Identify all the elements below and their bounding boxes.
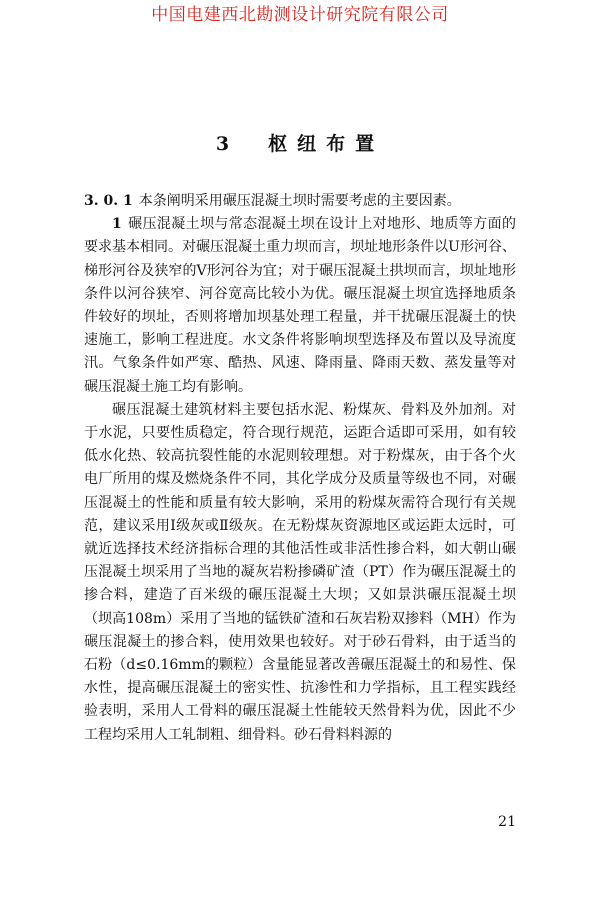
item-paragraph — [84, 213, 516, 399]
clause-intro-text: 本条阐明采用碾压混凝土坝时需要考虑的主要因素。 — [138, 193, 461, 209]
clause-number: 3. 0. 1 — [84, 193, 133, 209]
document-body — [84, 190, 516, 747]
item-text: 碾压混凝土坝与常态混凝土坝在设计上对地形、地质等方面的要求基本相同。对碾压混凝土重力坝而言，坝址地形条件以U形河谷、梯形河谷及狭窄的V形河谷为宜；对于碾压混凝土拱坝而言，坝址地形条件以河谷狭窄、河谷宽高比较小为优。碾压混凝土坝宜选择地质条件较好的坝址，否则将增加坝基处理工程量，并干扰碾压混凝土的快速施工，影响工程进度。水文条件将影响坝型选择及布置以及导流度汛。气象条件如严寒、酷热、风速、降雨量、降雨天数、蒸发量等对碾压混凝土施工均有影响。 — [84, 216, 516, 395]
body-paragraph: 碾压混凝土建筑材料主要包括水泥、粉煤灰、骨料及外加剂。对于水泥，只要性质稳定，符合现行规范，运距合适即可采用，如有较低水化热、较高抗裂性能的水泥则较理想。对于粉煤灰，由于各个火电厂所用的煤及燃烧条件不同，其化学成分及质量等级也不同，对碾压混凝土的性能和质量有较大影响，采用的粉煤灰需符合现行有关规范，建议采用Ⅰ级灰或Ⅱ级灰。在无粉煤灰资源地区或运距太远时，可就近选择技术经济指标合理的其他活性或非活性掺合料，如大朝山碾压混凝土坝采用了当地的凝灰岩粉掺磷矿渣（PT）作为碾压混凝土的掺合料，建造了百米级的碾压混凝土大坝；又如景洪碾压混凝土坝（坝高108m）采用了当地的锰铁矿渣和石灰岩粉双掺料（MH）作为碾压混凝土的掺合料，使用效果也较好。对于砂石骨料，由于适当的石粉（d≤0.16mm的颗粒）含量能显著改善碾压混凝土的和易性、保水性，提高碾压混凝土的密实性、抗渗性和力学指标，且工程实践经验表明，采用人工骨料的碾压混凝土性能较天然骨料为优，因此不少工程均采用人工轧制粗、细骨料。砂石骨料料源的 — [84, 401, 516, 743]
chapter-title: 3 枢纽布置 — [215, 133, 385, 155]
item-number: 1 — [112, 216, 122, 233]
page-number: 21 — [498, 814, 516, 830]
organization-name: 中国电建西北勘测设计研究院有限公司 — [151, 5, 449, 25]
page-header-organization — [0, 3, 600, 27]
clause-paragraph — [84, 190, 516, 213]
